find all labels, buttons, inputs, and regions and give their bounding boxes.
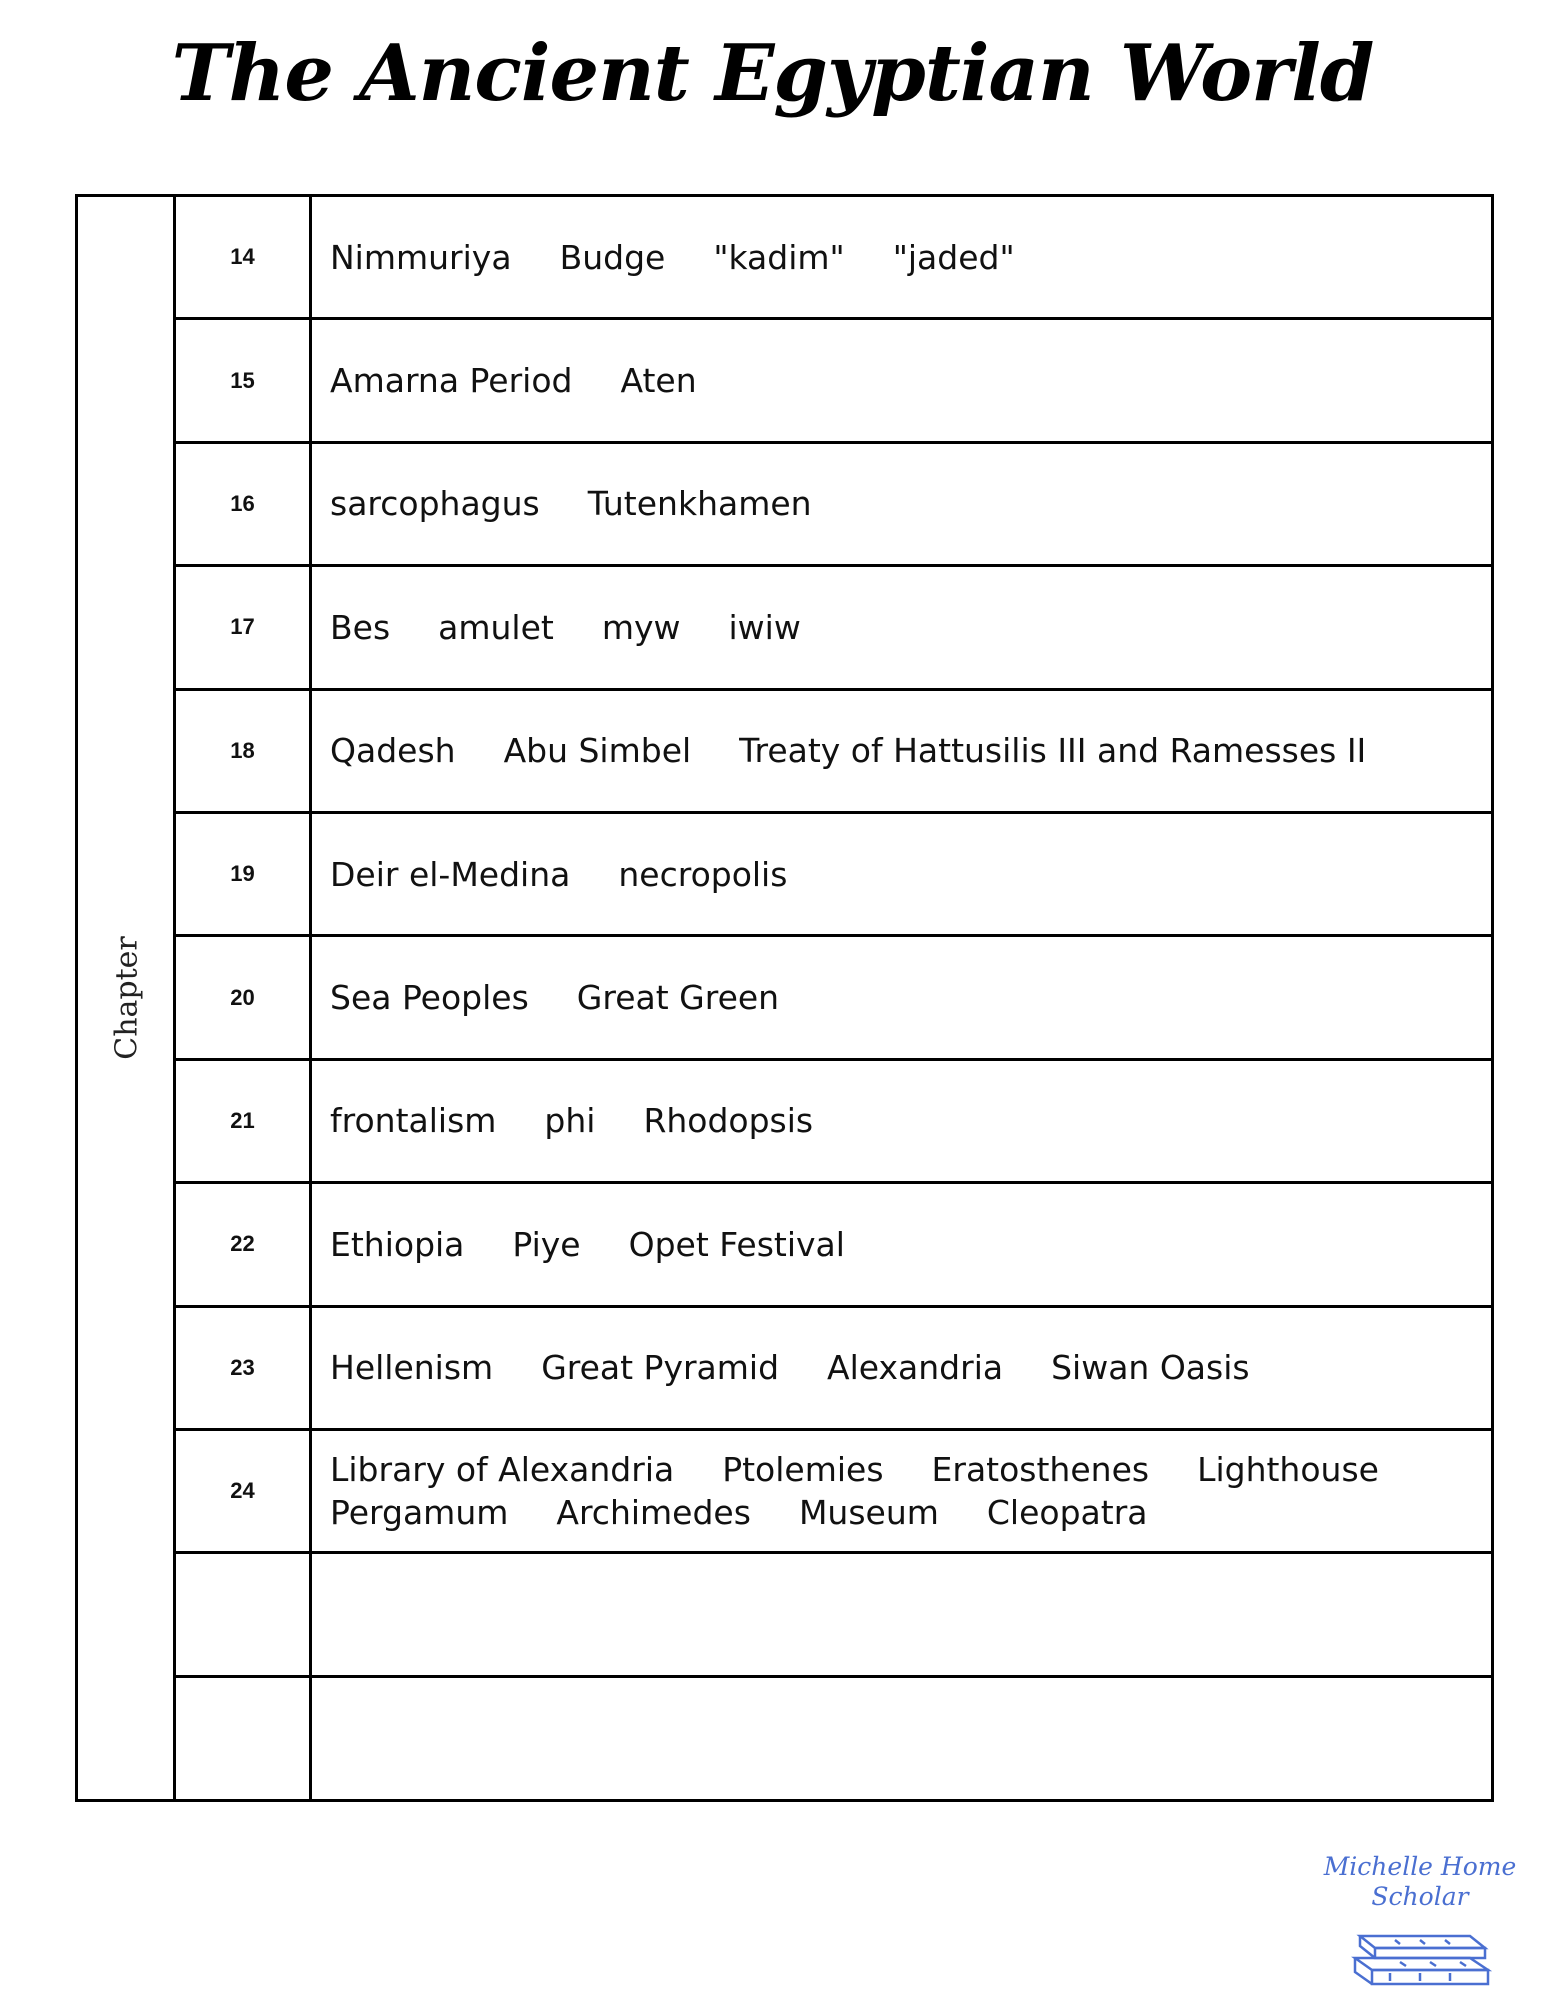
vocabulary-term: Ethiopia — [330, 1224, 465, 1264]
terms-line — [330, 608, 1491, 647]
chapter-number: 14 — [176, 197, 312, 317]
vocabulary-term: Eratosthenes — [931, 1450, 1150, 1490]
table-row — [176, 1308, 1491, 1431]
chapter-number: 21 — [176, 1061, 312, 1181]
terms-line — [330, 1450, 1491, 1489]
vocabulary-term: necropolis — [618, 854, 788, 894]
terms-line — [330, 361, 1491, 400]
vocabulary-term: Rhodopsis — [643, 1101, 814, 1141]
terms-line — [330, 238, 1491, 277]
chapter-number: 19 — [176, 814, 312, 934]
chapter-number — [176, 1678, 312, 1801]
table-row — [176, 567, 1491, 690]
vocabulary-terms — [312, 320, 1491, 440]
vocabulary-term: amulet — [438, 607, 554, 647]
vocabulary-term: Library of Alexandria — [330, 1450, 675, 1490]
vocabulary-term: Archimedes — [556, 1493, 751, 1533]
terms-line — [330, 1225, 1491, 1264]
vocabulary-term: sarcophagus — [330, 484, 540, 524]
vocabulary-term: Opet Festival — [628, 1224, 845, 1264]
books-icon — [1320, 1852, 1520, 1992]
table-rows — [176, 197, 1491, 1799]
table-row — [176, 1431, 1491, 1554]
vocabulary-term: Cleopatra — [986, 1493, 1148, 1533]
vocabulary-term: Ptolemies — [722, 1450, 884, 1490]
table-row — [176, 320, 1491, 443]
terms-line — [330, 1493, 1491, 1532]
vocabulary-term: Piye — [512, 1224, 581, 1264]
vocabulary-table — [75, 194, 1494, 1802]
chapter-number: 24 — [176, 1431, 312, 1551]
vocabulary-terms — [312, 1431, 1491, 1551]
vocabulary-term: Nimmuriya — [330, 237, 512, 277]
terms-line — [330, 855, 1491, 894]
vocabulary-term: iwiw — [728, 607, 801, 647]
vocabulary-term: Aten — [620, 361, 697, 401]
vocabulary-term: "jaded" — [892, 237, 1015, 277]
vocabulary-terms — [312, 691, 1491, 811]
brand-logo — [1320, 1852, 1520, 1992]
vocabulary-terms — [312, 937, 1491, 1057]
chapter-number: 20 — [176, 937, 312, 1057]
vocabulary-terms — [312, 1184, 1491, 1304]
vocabulary-term: Abu Simbel — [503, 731, 692, 771]
vocabulary-term: frontalism — [330, 1101, 497, 1141]
vocabulary-term: Amarna Period — [330, 361, 573, 401]
vocabulary-term: Treaty of Hattusilis III and Ramesses II — [739, 731, 1367, 771]
vocabulary-term: Lighthouse — [1197, 1450, 1379, 1490]
vocabulary-term: Great Green — [576, 978, 780, 1018]
vocabulary-term: Pergamum — [330, 1493, 509, 1533]
vocabulary-term: Budge — [559, 237, 666, 277]
vocabulary-terms — [312, 814, 1491, 934]
vocabulary-term: Bes — [330, 607, 391, 647]
table-row — [176, 1678, 1491, 1801]
vocabulary-terms — [312, 444, 1491, 564]
vocabulary-term: Hellenism — [330, 1348, 494, 1388]
table-row — [176, 814, 1491, 937]
vocabulary-terms — [312, 1061, 1491, 1181]
vocabulary-term: myw — [601, 607, 681, 647]
chapter-number: 17 — [176, 567, 312, 687]
table-row — [176, 691, 1491, 814]
terms-line — [330, 731, 1491, 770]
table-row — [176, 937, 1491, 1060]
vocabulary-term: Tutenkhamen — [587, 484, 812, 524]
table-row — [176, 197, 1491, 320]
chapter-number: 18 — [176, 691, 312, 811]
vocabulary-terms — [312, 1308, 1491, 1428]
chapter-number: 16 — [176, 444, 312, 564]
chapter-number: 22 — [176, 1184, 312, 1304]
table-row — [176, 444, 1491, 567]
vocabulary-terms — [312, 1678, 1491, 1801]
vocabulary-terms — [312, 1554, 1491, 1674]
vocabulary-term: Siwan Oasis — [1051, 1348, 1250, 1388]
vocabulary-term: phi — [544, 1101, 596, 1141]
page-title: The Ancient Egyptian World — [171, 28, 1374, 119]
chapter-column — [78, 197, 176, 1799]
chapter-number: 23 — [176, 1308, 312, 1428]
terms-line — [330, 484, 1491, 523]
vocabulary-term: Sea Peoples — [330, 978, 529, 1018]
vocabulary-term: Deir el-Medina — [330, 854, 571, 894]
chapter-number — [176, 1554, 312, 1674]
terms-line — [330, 1101, 1491, 1140]
vocabulary-term: Museum — [798, 1493, 939, 1533]
terms-line — [330, 1348, 1491, 1387]
vocabulary-term: Great Pyramid — [541, 1348, 780, 1388]
vocabulary-term: "kadim" — [713, 237, 845, 277]
chapter-label: Chapter — [109, 936, 145, 1060]
table-row — [176, 1554, 1491, 1677]
vocabulary-terms — [312, 197, 1491, 317]
logo-line-1: Michelle Home — [1323, 1852, 1517, 1881]
terms-line — [330, 978, 1491, 1017]
table-row — [176, 1061, 1491, 1184]
logo-line-2: Scholar — [1371, 1882, 1469, 1911]
vocabulary-term: Alexandria — [827, 1348, 1004, 1388]
vocabulary-terms — [312, 567, 1491, 687]
vocabulary-term: Qadesh — [330, 731, 456, 771]
chapter-number: 15 — [176, 320, 312, 440]
table-row — [176, 1184, 1491, 1307]
